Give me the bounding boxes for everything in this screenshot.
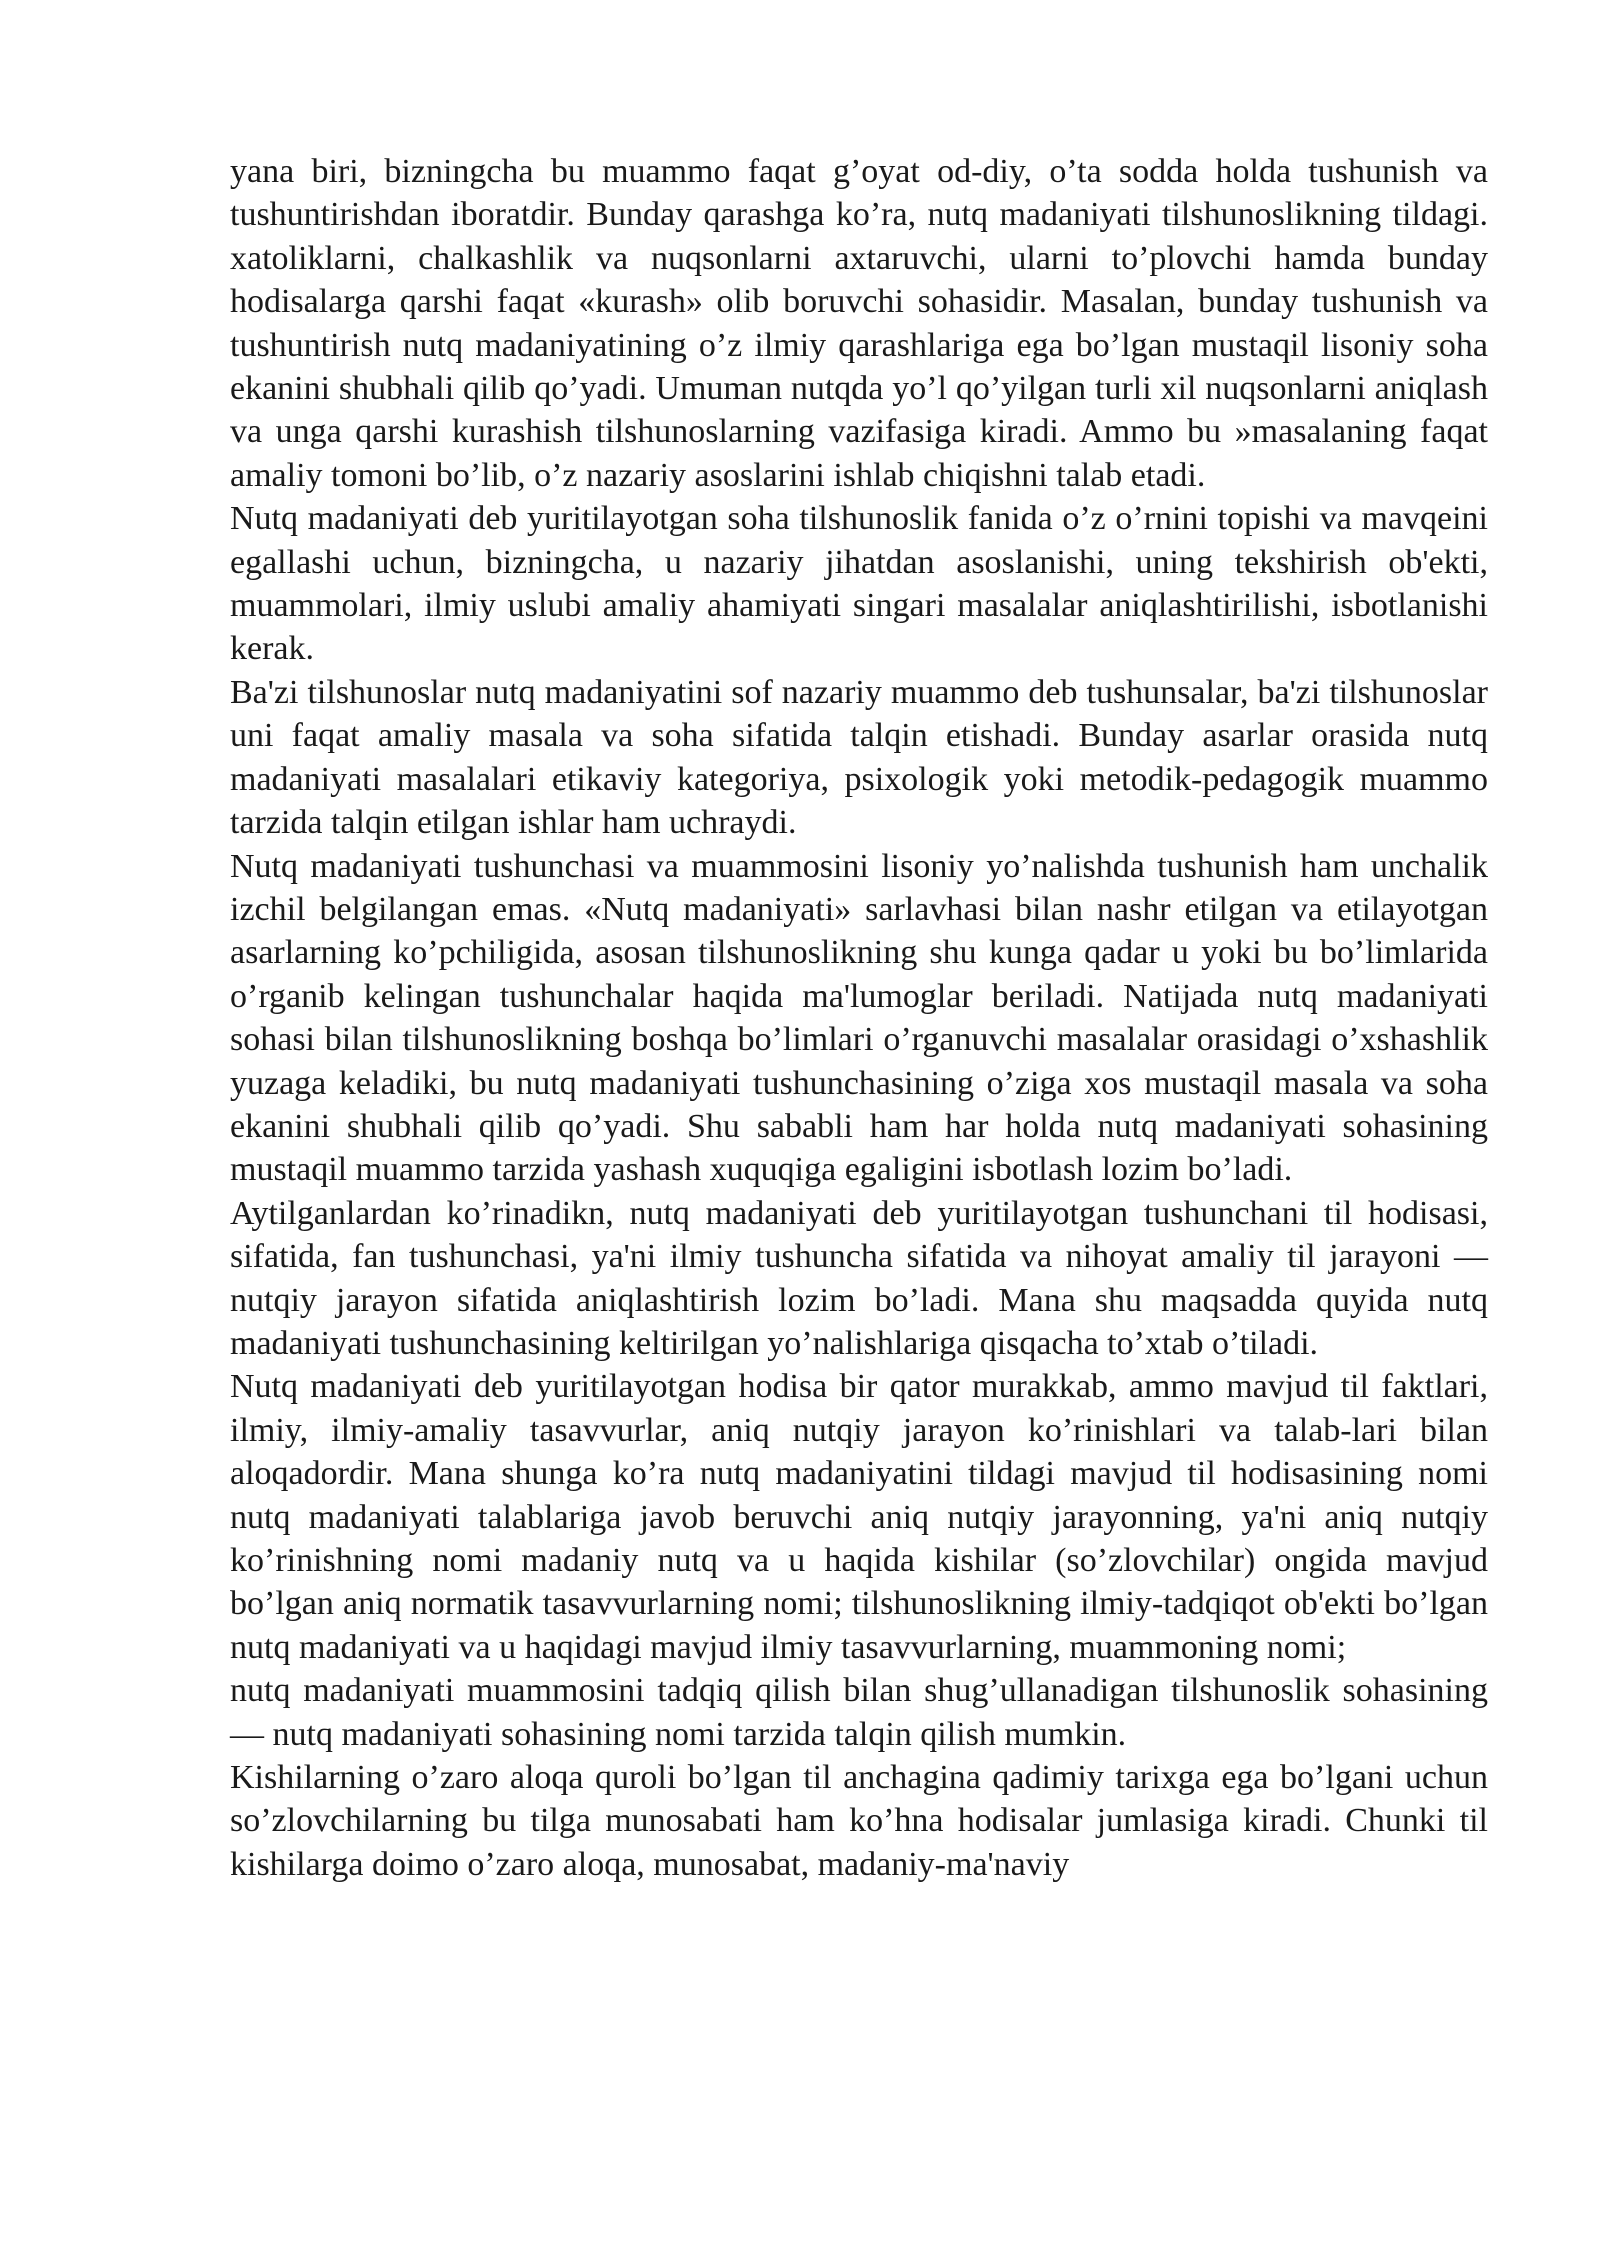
paragraph: Ba'zi tilshunoslar nutq madaniyatini sof nazariy muammo deb tushunsalar, ba'zi tilshunoslar uni faqat amaliy masala va soha sifatida talqin etishadi. Bunday asarlar orasida nutq madaniyati masalalari etikaviy kategoriya, psixologik yoki metodik-pedagogik muammo tarzida talqin etilgan ishlar ham uchraydi. — [230, 673, 1488, 842]
paragraph: nutq madaniyati muammosini tadqiq qilish bilan shug’ullanadigan tilshunoslik sohasining — nutq madaniyati sohasining nomi tarzida talqin qilish mumkin. — [230, 1672, 1488, 1753]
paragraph: Kishilarning o’zaro aloqa quroli bo’lgan til anchagina qadimiy tarixga ega bo’lgani uchun so’zlovchilarning bu tilga munosabati ham ko’hna hodisalar jumlasiga kiradi. Chunki til kishilarga doimo o’zaro aloqa, munosabat, madaniy-ma'naviy — [230, 1759, 1488, 1883]
paragraph: yana biri, bizningcha bu muammo faqat g’oyat od-diy, o’ta sodda holda tushunish va tushuntirishdan iboratdir. Bunday qarashga ko’ra, nutq madaniyati tilshunoslikning tildagi. xatoliklarni, chalkashlik va nuqsonlarni axtaruvchi, ularni to’plovchi hamda bunday hodisalarga qarshi faqat «kurash» olib boruvchi sohasidir. Masalan, bunday tushunish va tushuntirish nutq madaniyatining o’z ilmiy qarashlariga ega bo’lgan mustaqil lisoniy soha ekanini shubhali qilib qo’yadi. Umuman nutqda yo’l qo’yilgan turli xil nuqsonlarni aniqlash va unga qarshi kurashish tilshunoslarning vazifasiga kiradi. Ammo bu »masalaning faqat amaliy tomoni bo’lib, o’z nazariy asoslarini ishlab chiqishni talab etadi. — [230, 153, 1488, 494]
document-page — [230, 150, 1488, 1886]
paragraph: Aytilganlardan ko’rinadikn, nutq madaniyati deb yuritilayotgan tushunchani til hodisasi, sifatida, fan tushunchasi, ya'ni ilmiy tushuncha sifatida va nihoyat amaliy til jarayoni — nutqiy jarayon sifatida aniqlashtirish lozim bo’ladi. Mana shu maqsadda quyida nutq madaniyati tushunchasining keltirilgan yo’nalishlariga qisqacha to’xtab o’tiladi. — [230, 1194, 1488, 1362]
paragraph: Nutq madaniyati deb yuritilayotgan hodisa bir qator murakkab, ammo mavjud til faktlari, ilmiy, ilmiy-amaliy tasavvurlar, aniq nutqiy jarayon ko’rinishlari va talab-lari bilan aloqadordir. Mana shunga ko’ra nutq madaniyatini tildagi mavjud til hodisasining nomi nutq madaniyati talablariga javob beruvchi aniq nutqiy jarayonning, ya'ni aniq nutqiy ko’rinishning nomi madaniy nutq va u haqida kishilar (so’zlovchilar) ongida mavjud bo’lgan aniq normatik tasavvurlarning nomi; tilshunoslikning ilmiy-tadqiqot ob'ekti bo’lgan nutq madaniyati va u haqidagi mavjud ilmiy tasavvurlarning, muammoning nomi; — [230, 1368, 1488, 1666]
paragraph: Nutq madaniyati tushunchasi va muammosini lisoniy yo’nalishda tushunish ham unchalik izchil belgilangan emas. «Nutq madaniyati» sarlavhasi bilan nashr etilgan va etilayotgan asarlarning ko’pchiligida, asosan tilshunoslikning shu kunga qadar u yoki bu bo’limlarida o’rganib kelingan tushunchalar haqida ma'lumoglar beriladi. Natijada nutq madaniyati sohasi bilan tilshunoslikning boshqa bo’limlari o’rganuvchi masalalar orasidagi o’xshashlik yuzaga keladiki, bu nutq madaniyati tushunchasining o’ziga xos mustaqil masala va soha ekanini shubhali qilib qo’yadi. Shu sababli ham har holda nutq madaniyati sohasining mustaqil muammo tarzida yashash xuquqiga egaligini isbotlash lozim bo’ladi. — [230, 847, 1488, 1189]
paragraph: Nutq madaniyati deb yuritilayotgan soha tilshunoslik fanida o’z o’rnini topishi va mavqeini egallashi uchun, bizningcha, u nazariy jihatdan asoslanishi, uning tekshirish ob'ekti, muammolari, ilmiy uslubi amaliy ahamiyati singari masalalar aniqlashtirilishi, isbotlanishi kerak. — [230, 500, 1488, 668]
